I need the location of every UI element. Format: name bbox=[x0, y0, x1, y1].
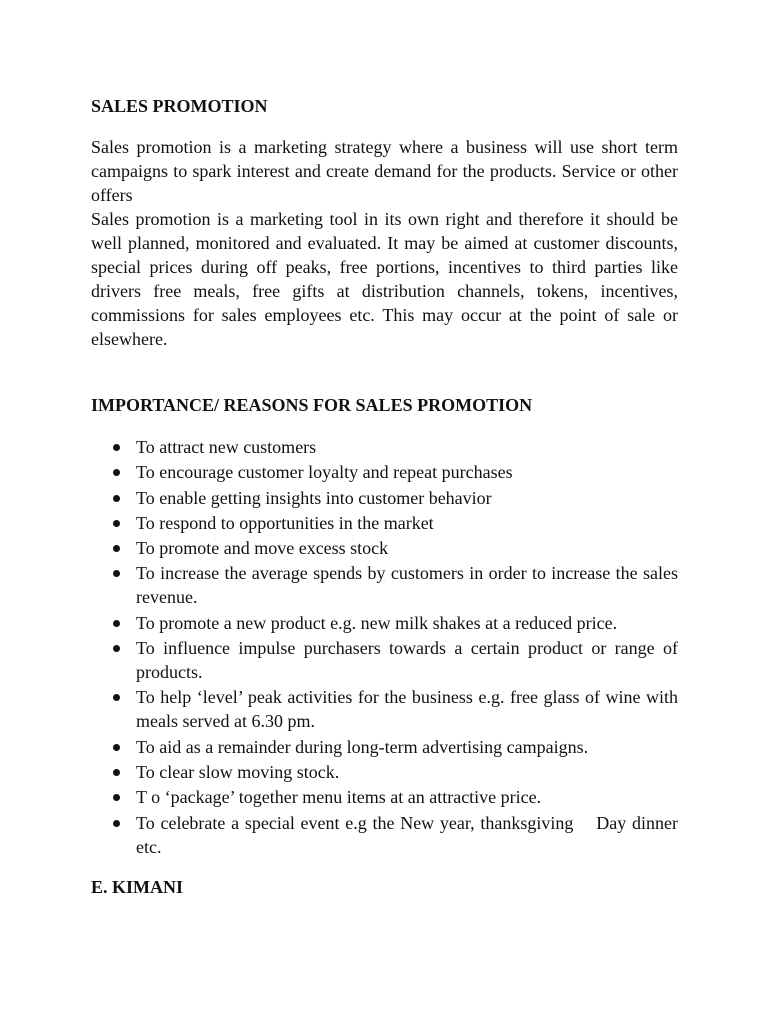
list-item bbox=[91, 511, 678, 535]
bullet-icon bbox=[113, 794, 120, 801]
bullet-icon bbox=[113, 469, 120, 476]
list-item-text: To attract new customers bbox=[136, 437, 317, 457]
list-item-text: To increase the average spends by customers in order to increase the sales revenue. bbox=[136, 563, 678, 608]
list-item bbox=[91, 735, 678, 759]
list-item bbox=[91, 486, 678, 510]
bullet-icon bbox=[113, 520, 120, 527]
intro-paragraph-2: Sales promotion is a marketing tool in its own right and therefore it should be well planned, monitored and evaluated. It may be aimed at customer discounts, special prices during off peaks, free portions, incentives to third parties like drivers free meals, free gifts at distribution channels, tokens, incentives, commissions for sales employees etc. This may occur at the point of sale or elsewhere. bbox=[91, 209, 678, 349]
list-item bbox=[91, 685, 678, 733]
list-item-text: To encourage customer loyalty and repeat purchases bbox=[136, 462, 513, 483]
list-item bbox=[91, 460, 678, 484]
bullet-icon bbox=[113, 444, 120, 451]
list-item-text: T o ‘package’ together menu items at an attractive price. bbox=[136, 787, 542, 808]
list-item bbox=[91, 435, 678, 459]
list-item bbox=[91, 760, 678, 784]
list-item-text: To respond to opportunities in the market bbox=[136, 512, 434, 533]
bullet-icon bbox=[113, 545, 120, 552]
bullet-icon bbox=[113, 495, 120, 502]
list-item-text: To help ‘level’ peak activities for the business e.g. free glass of wine with meals served at 6.30 pm. bbox=[136, 687, 678, 732]
section-title: IMPORTANCE/ REASONS FOR SALES PROMOTION bbox=[91, 395, 533, 415]
list-item-text: To influence impulse purchasers towards a certain product or range of products. bbox=[136, 638, 678, 683]
bullet-icon bbox=[113, 694, 120, 701]
bullet-icon bbox=[113, 820, 120, 827]
list-item-text: To aid as a remainder during long-term advertising campaigns. bbox=[136, 736, 589, 757]
author-name: E. KIMANI bbox=[91, 876, 184, 897]
list-item-text: To promote and move excess stock bbox=[136, 538, 389, 559]
list-item bbox=[91, 561, 678, 609]
bullet-icon bbox=[113, 570, 120, 577]
list-item bbox=[91, 811, 683, 859]
list-item-text: To clear slow moving stock. bbox=[136, 761, 340, 782]
bullet-icon bbox=[113, 645, 120, 652]
bullet-icon bbox=[113, 769, 120, 776]
list-item bbox=[91, 536, 678, 560]
intro-paragraph-1: Sales promotion is a marketing strategy where a business will use short term campaigns to spark interest and create demand for the products. Service or other offers bbox=[91, 137, 678, 205]
list-item-text: To celebrate a special event e.g the New year, thanksgiving Day dinner etc. bbox=[136, 812, 683, 857]
list-item bbox=[91, 611, 678, 635]
bullet-icon bbox=[113, 744, 120, 751]
list-item bbox=[91, 636, 678, 684]
list-item-text: To promote a new product e.g. new milk shakes at a reduced price. bbox=[136, 612, 618, 633]
list-item-text: To enable getting insights into customer behavior bbox=[136, 487, 492, 508]
list-item bbox=[91, 785, 678, 809]
document-title: SALES PROMOTION bbox=[91, 96, 268, 116]
reasons-list bbox=[91, 435, 683, 859]
document-page bbox=[91, 94, 683, 899]
bullet-icon bbox=[113, 620, 120, 627]
